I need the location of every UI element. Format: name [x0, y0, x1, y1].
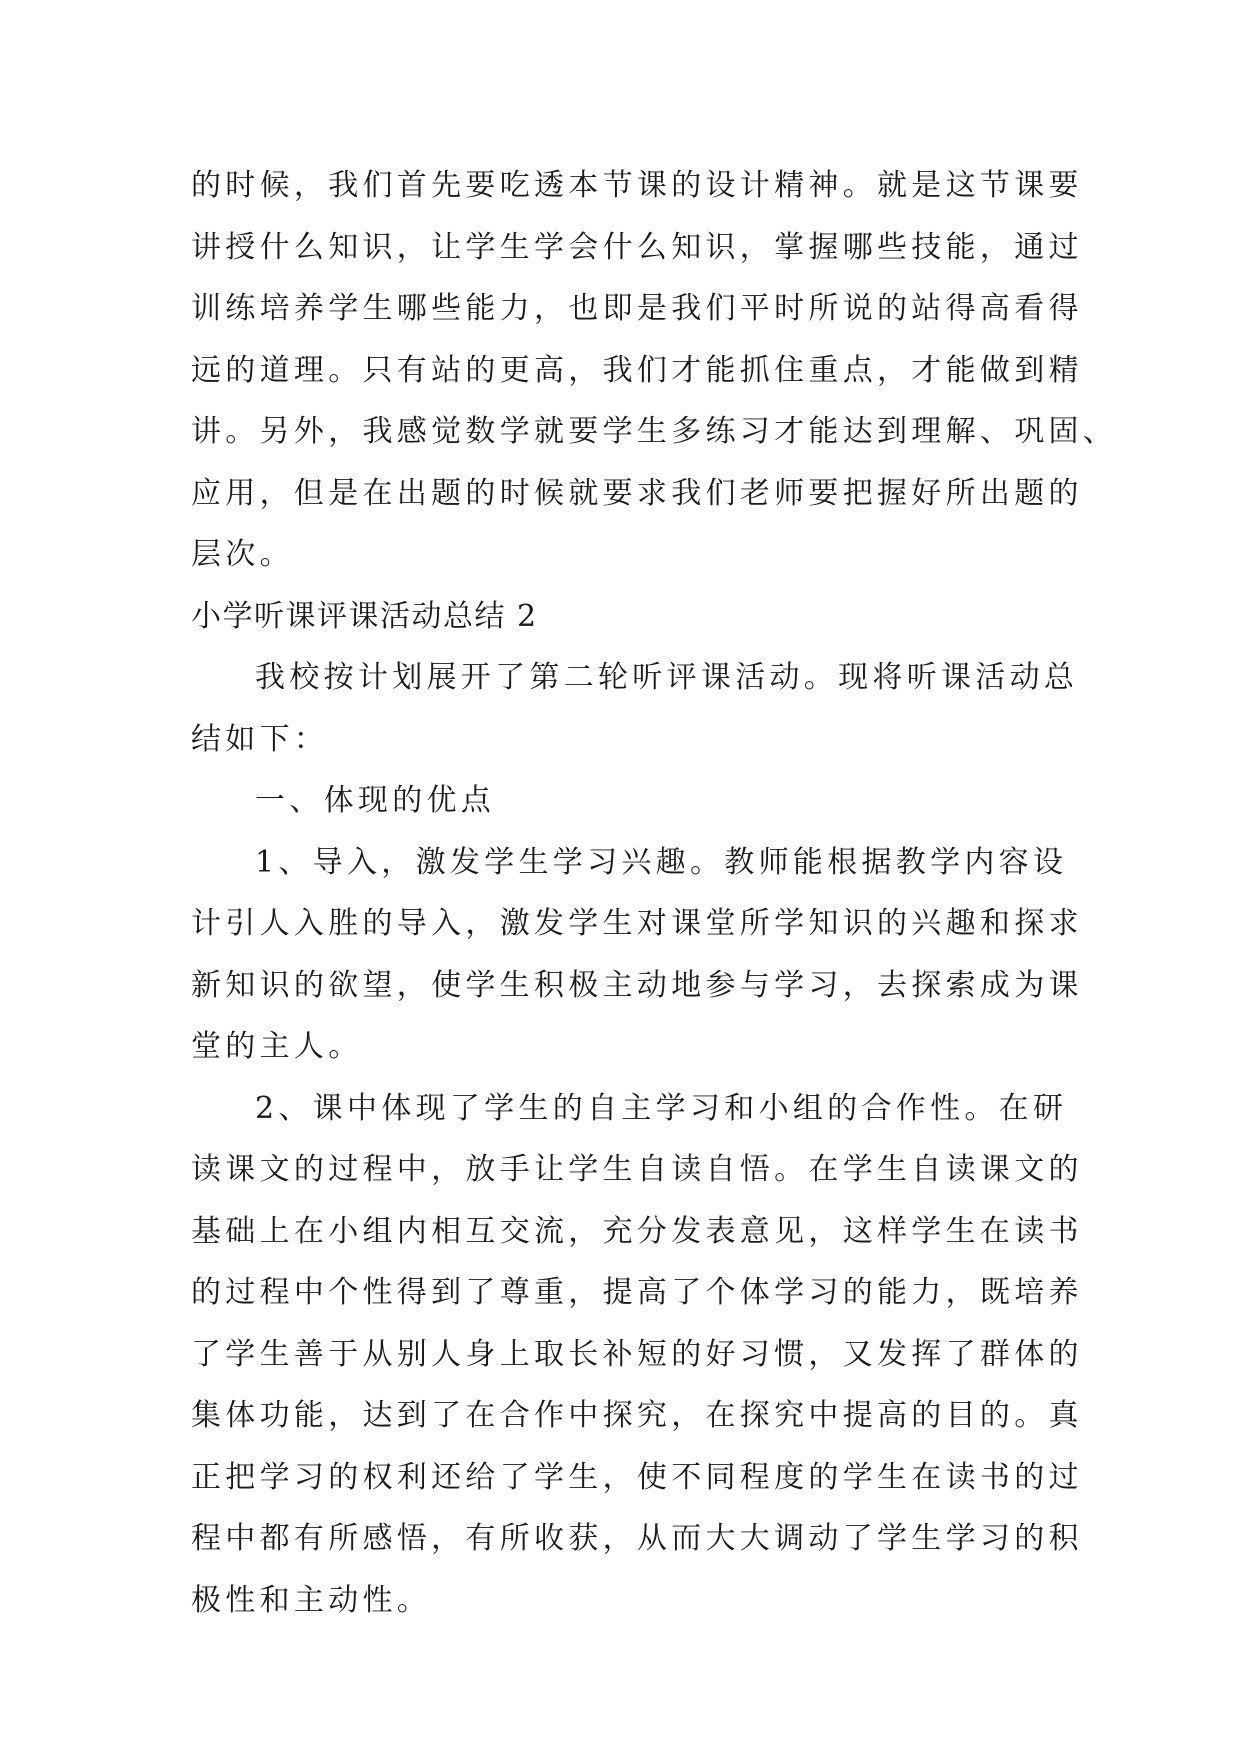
paragraph-line: 结如下： — [191, 721, 329, 757]
carryover-paragraph — [191, 155, 1118, 586]
paragraph-line: 远的道理。只有站的更高，我们才能抓住重点，才能做到精 — [191, 352, 1083, 388]
paragraph-line: 训练培养学生哪些能力，也即是我们平时所说的站得高看得 — [191, 291, 1083, 326]
paragraph-line: 集体功能，达到了在合作中探究，在探究中提高的目的。真 — [191, 1398, 1083, 1433]
intro-paragraph — [191, 647, 1079, 770]
paragraph-line: 的过程中个性得到了尊重，提高了个体学习的能力，既培养 — [191, 1275, 1083, 1310]
paragraph-line: 极性和主动性。 — [191, 1582, 432, 1618]
paragraph-line: 基础上在小组内相互交流，充分发表意见，这样学生在读书 — [191, 1213, 1083, 1249]
paragraph-line: 了学生善于从别人身上取长补短的好习惯，又发挥了群体的 — [191, 1336, 1083, 1372]
paragraph-line: 1、导入，激发学生学习兴趣。教师能根据教学内容设 — [255, 844, 1068, 880]
paragraph-line: 读课文的过程中，放手让学生自读自悟。在学生自读课文的 — [191, 1152, 1083, 1187]
paragraph-line: 堂的主人。 — [191, 1029, 363, 1064]
paragraph-line: 程中都有所感悟，有所收获，从而大大调动了学生学习的积 — [191, 1521, 1083, 1556]
paragraph-line: 层次。 — [191, 537, 294, 572]
paragraph-line: 讲授什么知识，让学生学会什么知识，掌握哪些技能，通过 — [191, 229, 1083, 265]
paragraph-line: 2、课中体现了学生的自主学习和小组的合作性。在研 — [255, 1090, 1068, 1126]
paragraph-line: 讲。另外，我感觉数学就要学生多练习才能达到理解、巩固、 — [191, 414, 1118, 449]
point-2-paragraph — [191, 1078, 1083, 1632]
paragraph-line: 我校按计划展开了第二轮听评课活动。现将听课活动总 — [255, 660, 1079, 695]
paragraph-line: 正把学习的权利还给了学生，使不同程度的学生在读书的过 — [191, 1459, 1083, 1495]
paragraph-line: 应用，但是在出题的时候就要求我们老师要把握好所出题的 — [191, 475, 1083, 511]
point-1-paragraph — [191, 832, 1083, 1078]
section-title: 小学听课评课活动总结 2 — [191, 598, 538, 634]
paragraph-line: 计引人入胜的导入，激发学生对课堂所学知识的兴趣和探求 — [191, 906, 1083, 941]
subheading: 一、体现的优点 — [255, 783, 496, 818]
document-body — [191, 155, 1118, 1631]
paragraph-line: 的时候，我们首先要吃透本节课的设计精神。就是这节课要 — [191, 168, 1083, 203]
paragraph-line: 新知识的欲望，使学生积极主动地参与学习，去探索成为课 — [191, 967, 1083, 1003]
